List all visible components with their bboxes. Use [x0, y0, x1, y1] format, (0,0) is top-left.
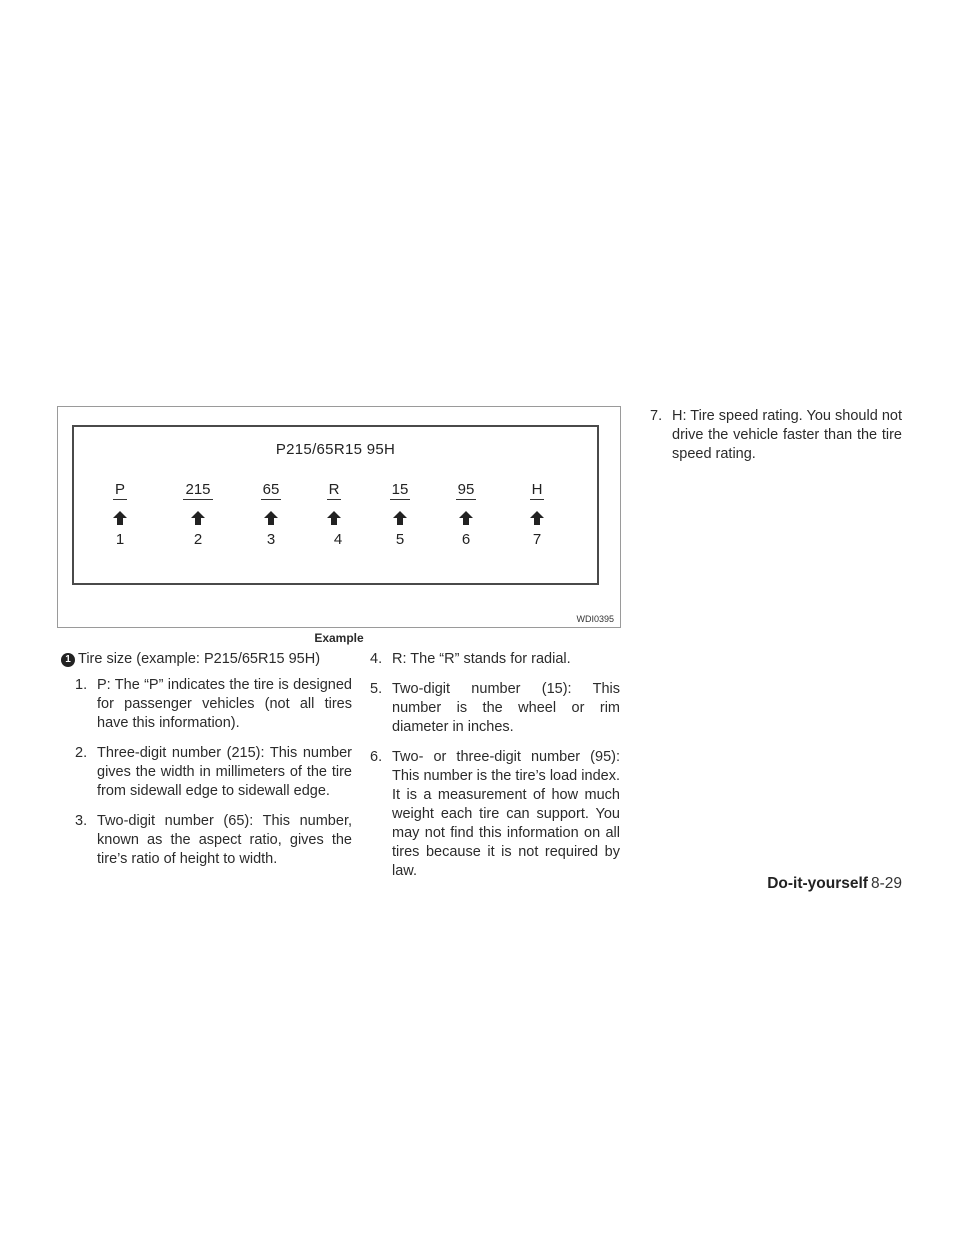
list-item: [75, 812, 352, 869]
circled-number-marker: 1: [61, 653, 75, 667]
list-item-number: 4.: [370, 651, 383, 667]
segment-column: [246, 481, 296, 548]
segment-index: 2: [193, 531, 203, 548]
page-footer: [767, 875, 902, 893]
list-item-number: 2.: [75, 745, 88, 761]
segment-index: 3: [266, 531, 276, 548]
up-arrow-icon: [263, 510, 279, 526]
list-item-number: 3.: [75, 813, 88, 829]
list-item-text: P: The “P” indicates the tire is designed for passenger vehicles (not all tires have this information).: [97, 677, 352, 731]
segment-label: 15: [391, 481, 409, 498]
list-item-text: H: Tire speed rating. You should not drive the vehicle faster than the tire speed rating.: [672, 408, 902, 462]
up-arrow-icon: [326, 510, 342, 526]
list-item: [75, 676, 352, 733]
segment-index: 1: [115, 531, 125, 548]
list-item-number: 7.: [650, 408, 663, 424]
tire-size-figure: [57, 406, 621, 628]
list-item-number: 1.: [75, 677, 88, 693]
up-arrow-icon: [458, 510, 474, 526]
page-number: 8-29: [870, 875, 902, 892]
segment-label: 65: [262, 481, 280, 498]
list-item-number: 5.: [370, 681, 383, 697]
segment-column: [441, 481, 491, 548]
list-item: [75, 744, 352, 801]
up-arrow-icon: [190, 510, 206, 526]
segment-column: [375, 481, 425, 548]
segment-label: R: [328, 481, 340, 498]
tire-code-diagram: [72, 425, 599, 585]
segment-column: [173, 481, 223, 548]
text-column-middle: [370, 650, 620, 892]
segment-label: P: [114, 481, 125, 498]
segment-index: 4: [333, 531, 343, 548]
up-arrow-icon: [392, 510, 408, 526]
section-heading: [61, 650, 351, 669]
figure-code: WDI0395: [576, 614, 614, 624]
list-item-text: Two- or three-digit number (95): This number is the tire’s load index. It is a measurement of how much weight each tire can support. You may not find this information on all tires because it is not required by law.: [392, 749, 620, 879]
list-item-number: 6.: [370, 749, 383, 765]
segment-column: [95, 481, 145, 548]
list-item-text: Two-digit number (65): This number, known as the aspect ratio, gives the tire’s ratio of height to width.: [97, 813, 352, 867]
list-item: [370, 680, 620, 737]
list-item: [650, 407, 902, 464]
segment-index: 5: [395, 531, 405, 548]
segment-column: [309, 481, 359, 548]
segment-index: 7: [532, 531, 542, 548]
list-item-text: Three-digit number (215): This number gives the width in millimeters of the tire from sidewall edge to sidewall edge.: [97, 745, 352, 799]
up-arrow-icon: [112, 510, 128, 526]
figure-caption: Example: [314, 631, 364, 645]
segment-label: H: [531, 481, 543, 498]
segment-label: 95: [457, 481, 475, 498]
segment-label: 215: [185, 481, 211, 498]
list-item: [370, 748, 620, 881]
up-arrow-icon: [529, 510, 545, 526]
segment-index: 6: [461, 531, 471, 548]
section-heading-text: Tire size (example: P215/65R15 95H): [78, 651, 321, 667]
tire-code-label: P215/65R15 95H: [275, 441, 396, 458]
list-item-text: Two-digit number (15): This number is the wheel or rim diameter in inches.: [392, 681, 620, 735]
footer-section-title: Do-it-yourself: [767, 875, 868, 892]
segment-column: [512, 481, 562, 548]
list-item: [370, 650, 620, 669]
text-column-left: [75, 676, 352, 880]
list-item-text: R: The “R” stands for radial.: [392, 651, 571, 667]
text-column-right: [650, 407, 902, 475]
